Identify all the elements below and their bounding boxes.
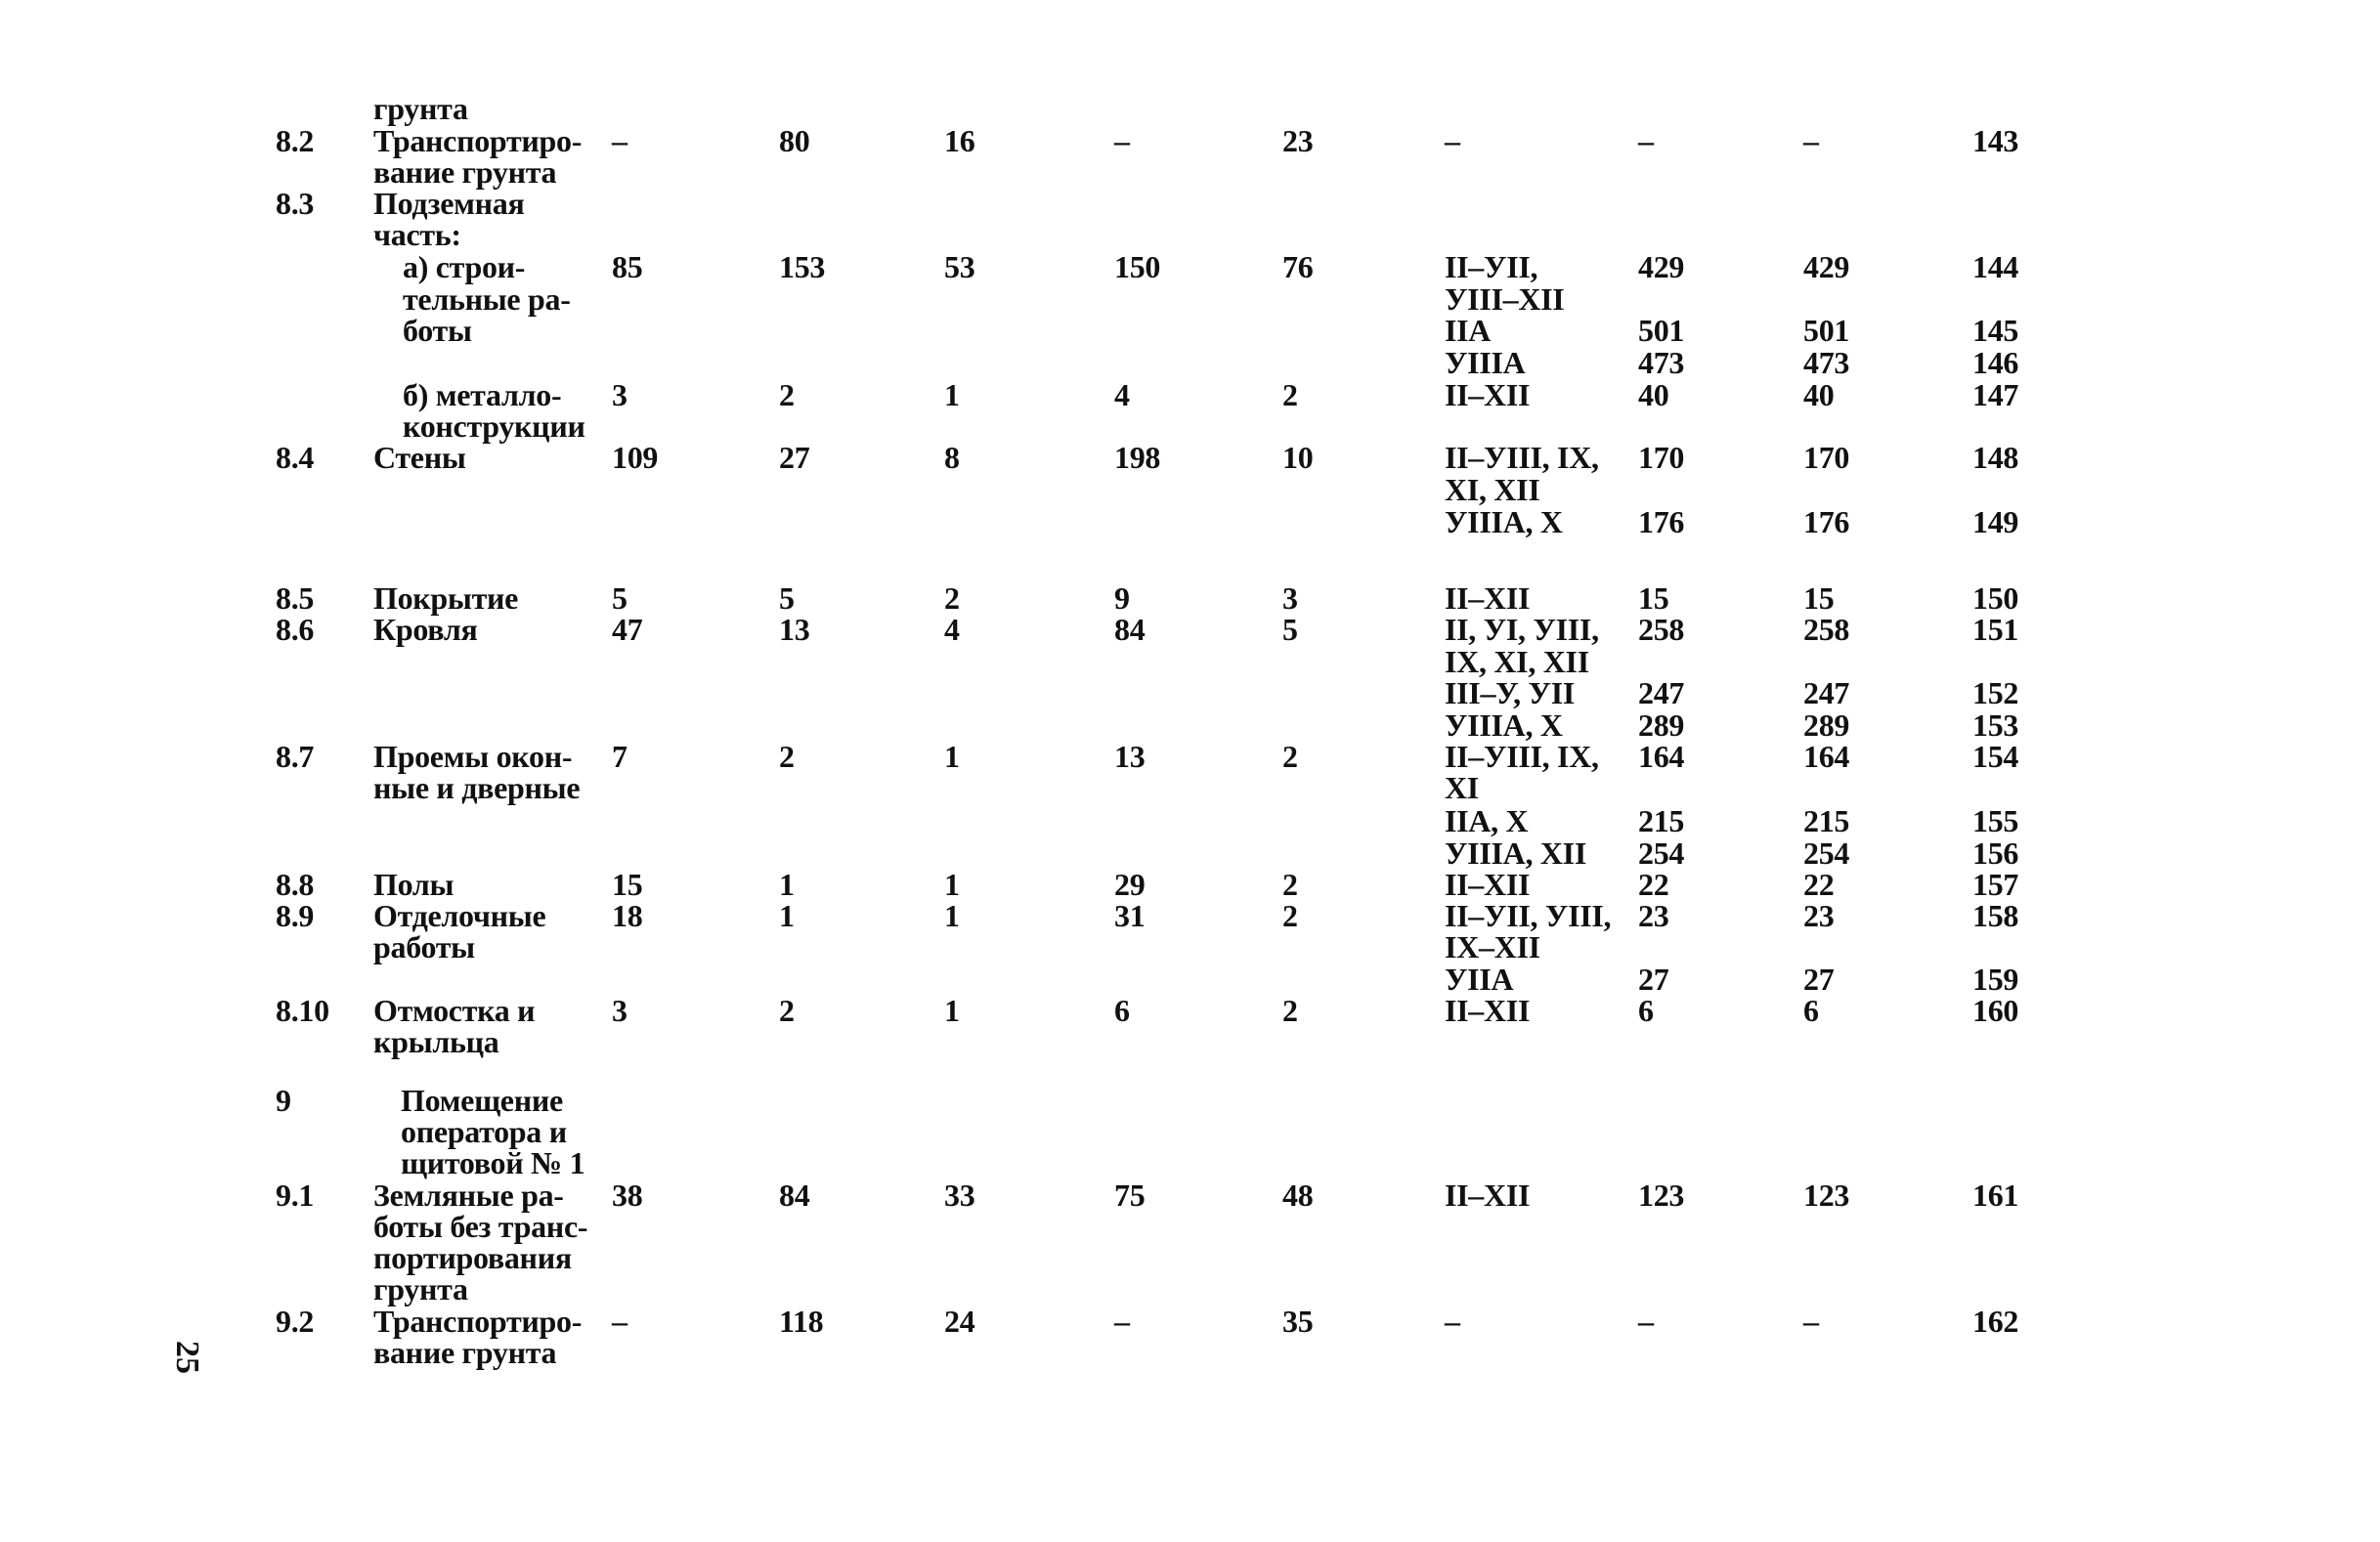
value-col-5: 10 — [1282, 440, 1314, 475]
value-col-6: – — [1638, 1304, 1654, 1339]
item-name: Транспортиро- — [373, 1304, 583, 1339]
item-name: ные и дверные — [373, 770, 581, 805]
sub-item-name: б) металло- — [403, 377, 562, 412]
value-col-4: 150 — [1114, 249, 1161, 284]
climate-zones: IIА, X — [1445, 803, 1529, 838]
value-col-3: 4 — [944, 612, 960, 647]
value-col-7: 40 — [1803, 377, 1835, 412]
item-name: работы — [373, 929, 475, 964]
item-name: Земляные ра- — [373, 1178, 564, 1213]
item-name: Отмостка и — [373, 993, 536, 1028]
value-col-1: 47 — [612, 612, 643, 647]
climate-zones: XI, XII — [1445, 472, 1540, 507]
item-name: грунта — [373, 1271, 468, 1306]
climate-zones: УIIIА, X — [1445, 707, 1563, 743]
reference-number: 150 — [1972, 580, 2019, 616]
value-col-7: 15 — [1803, 580, 1835, 616]
reference-number: 159 — [1972, 962, 2019, 997]
value-col-7: 258 — [1803, 612, 1850, 647]
value-col-6: 123 — [1638, 1178, 1685, 1213]
value-col-5: 48 — [1282, 1178, 1314, 1213]
value-col-5: 2 — [1282, 993, 1298, 1028]
climate-zones: II–XII — [1445, 1178, 1531, 1213]
item-number: 8.9 — [276, 898, 315, 933]
value-col-7: 170 — [1803, 440, 1850, 475]
climate-zones: II–XII — [1445, 867, 1531, 902]
reference-number: 155 — [1972, 803, 2019, 838]
value-col-7: 27 — [1803, 962, 1835, 997]
reference-number: 152 — [1972, 675, 2019, 710]
value-col-1: 5 — [612, 580, 627, 616]
value-col-3: 1 — [944, 898, 960, 933]
value-col-6: 164 — [1638, 739, 1685, 774]
reference-number: 160 — [1972, 993, 2019, 1028]
item-number: 8.7 — [276, 739, 315, 774]
sub-item-name: конструкции — [403, 408, 585, 444]
value-col-2: 2 — [779, 739, 795, 774]
value-col-5: 5 — [1282, 612, 1298, 647]
value-col-6: 22 — [1638, 867, 1669, 902]
value-col-6: 40 — [1638, 377, 1669, 412]
item-number: 8.8 — [276, 867, 315, 902]
item-number: 8.5 — [276, 580, 315, 616]
climate-zones: IX, XI, XII — [1445, 644, 1589, 679]
value-col-7: 6 — [1803, 993, 1819, 1028]
value-col-7: 22 — [1803, 867, 1835, 902]
value-col-4: 13 — [1114, 739, 1146, 774]
value-col-2: 1 — [779, 867, 795, 902]
value-col-3: 1 — [944, 377, 960, 412]
value-col-6: 247 — [1638, 675, 1685, 710]
value-col-2: 5 — [779, 580, 795, 616]
climate-zones: УIII–XII — [1445, 281, 1565, 317]
value-col-7: 23 — [1803, 898, 1835, 933]
item-name: Стены — [373, 440, 466, 475]
climate-zones: УIIIА — [1445, 345, 1526, 380]
climate-zones: IIА — [1445, 313, 1492, 348]
value-col-3: 33 — [944, 1178, 975, 1213]
value-col-6: 27 — [1638, 962, 1669, 997]
climate-zones: III–У, УII — [1445, 675, 1576, 710]
reference-number: 156 — [1972, 835, 2019, 871]
item-name: вание грунта — [373, 1335, 557, 1370]
value-col-6: 15 — [1638, 580, 1669, 616]
value-col-7: 429 — [1803, 249, 1850, 284]
item-name: Покрытие — [373, 580, 519, 616]
reference-number: 154 — [1972, 739, 2019, 774]
value-col-2: 118 — [779, 1304, 824, 1339]
value-col-1: 38 — [612, 1178, 643, 1213]
climate-zones: – — [1445, 123, 1460, 158]
climate-zones: II–XII — [1445, 580, 1531, 616]
value-col-5: 3 — [1282, 580, 1298, 616]
value-col-6: – — [1638, 123, 1654, 158]
value-col-3: 53 — [944, 249, 975, 284]
climate-zones: II–УIII, IX, — [1445, 440, 1599, 475]
value-col-2: 80 — [779, 123, 810, 158]
item-number: 8.2 — [276, 123, 315, 158]
value-col-3: 1 — [944, 739, 960, 774]
value-col-3: 1 — [944, 993, 960, 1028]
item-name: Полы — [373, 867, 454, 902]
item-name: Кровля — [373, 612, 478, 647]
sub-item-name: а) строи- — [403, 249, 526, 284]
reference-number: 148 — [1972, 440, 2019, 475]
value-col-6: 501 — [1638, 313, 1685, 348]
value-col-6: 473 — [1638, 345, 1685, 380]
value-col-6: 429 — [1638, 249, 1685, 284]
climate-zones: II–УII, УIII, — [1445, 898, 1612, 933]
sub-item-name: боты — [403, 313, 472, 348]
value-col-2: 84 — [779, 1178, 810, 1213]
item-name: боты без транс- — [373, 1209, 588, 1244]
value-col-3: 16 — [944, 123, 975, 158]
value-col-7: 473 — [1803, 345, 1850, 380]
section-heading: оператора и — [401, 1114, 567, 1149]
climate-zones: XI — [1445, 770, 1479, 805]
reference-number: 147 — [1972, 377, 2019, 412]
value-col-1: 15 — [612, 867, 643, 902]
item-name: вание грунта — [373, 154, 557, 190]
value-col-3: 2 — [944, 580, 960, 616]
value-col-7: 176 — [1803, 504, 1850, 539]
value-col-4: 4 — [1114, 377, 1130, 412]
reference-number: 157 — [1972, 867, 2019, 902]
value-col-6: 254 — [1638, 835, 1685, 871]
climate-zones: IX–XII — [1445, 929, 1540, 964]
value-col-7: 123 — [1803, 1178, 1850, 1213]
value-col-4: – — [1114, 1304, 1130, 1339]
item-number: 9.2 — [276, 1304, 315, 1339]
item-name: портирования — [373, 1240, 572, 1275]
item-number: 8.3 — [276, 186, 315, 221]
reference-number: 145 — [1972, 313, 2019, 348]
item-name: часть: — [373, 217, 461, 252]
item-number: 9 — [276, 1083, 291, 1118]
reference-number: 144 — [1972, 249, 2019, 284]
value-col-5: 23 — [1282, 123, 1314, 158]
value-col-7: – — [1803, 1304, 1819, 1339]
value-col-7: 215 — [1803, 803, 1850, 838]
value-col-1: 85 — [612, 249, 643, 284]
value-col-2: 27 — [779, 440, 810, 475]
climate-zones: УIIА — [1445, 962, 1514, 997]
section-heading: Помещение — [401, 1083, 563, 1118]
value-col-6: 6 — [1638, 993, 1654, 1028]
value-col-1: – — [612, 123, 627, 158]
climate-zones: II–XII — [1445, 993, 1531, 1028]
reference-number: 146 — [1972, 345, 2019, 380]
reference-number: 158 — [1972, 898, 2019, 933]
value-col-7: 289 — [1803, 707, 1850, 743]
reference-number: 149 — [1972, 504, 2019, 539]
item-number: 8.6 — [276, 612, 315, 647]
section-heading: щитовой № 1 — [401, 1145, 585, 1180]
value-col-4: 9 — [1114, 580, 1130, 616]
value-col-4: 84 — [1114, 612, 1146, 647]
value-col-2: 2 — [779, 993, 795, 1028]
value-col-3: 1 — [944, 867, 960, 902]
reference-number: 162 — [1972, 1304, 2019, 1339]
value-col-2: 153 — [779, 249, 826, 284]
reference-number: 161 — [1972, 1178, 2019, 1213]
item-name: Транспортиро- — [373, 123, 583, 158]
value-col-1: 7 — [612, 739, 627, 774]
value-col-7: 501 — [1803, 313, 1850, 348]
value-col-7: 254 — [1803, 835, 1850, 871]
reference-number: 151 — [1972, 612, 2019, 647]
page-number: 25 — [169, 1341, 205, 1374]
reference-number: 153 — [1972, 707, 2019, 743]
climate-zones: II–XII — [1445, 377, 1531, 412]
climate-zones: II–УIII, IX, — [1445, 739, 1599, 774]
value-col-6: 170 — [1638, 440, 1685, 475]
value-col-3: 8 — [944, 440, 960, 475]
value-col-5: 2 — [1282, 739, 1298, 774]
value-col-7: 247 — [1803, 675, 1850, 710]
value-col-5: 35 — [1282, 1304, 1314, 1339]
item-name: крыльца — [373, 1024, 499, 1059]
climate-zones: УIIIА, XII — [1445, 835, 1586, 871]
value-col-7: – — [1803, 123, 1819, 158]
value-col-5: 2 — [1282, 867, 1298, 902]
value-col-1: 109 — [612, 440, 659, 475]
value-col-6: 258 — [1638, 612, 1685, 647]
climate-zones: II, УI, УIII, — [1445, 612, 1599, 647]
value-col-1: 3 — [612, 993, 627, 1028]
value-col-6: 23 — [1638, 898, 1669, 933]
value-col-4: 29 — [1114, 867, 1146, 902]
value-col-5: 76 — [1282, 249, 1314, 284]
value-col-4: 198 — [1114, 440, 1161, 475]
value-col-1: 3 — [612, 377, 627, 412]
climate-zones: – — [1445, 1304, 1460, 1339]
value-col-5: 2 — [1282, 898, 1298, 933]
item-number: 9.1 — [276, 1178, 315, 1213]
value-col-4: – — [1114, 123, 1130, 158]
value-col-7: 164 — [1803, 739, 1850, 774]
value-col-2: 13 — [779, 612, 810, 647]
value-col-2: 2 — [779, 377, 795, 412]
value-col-4: 6 — [1114, 993, 1130, 1028]
value-col-4: 75 — [1114, 1178, 1146, 1213]
value-col-4: 31 — [1114, 898, 1146, 933]
value-col-5: 2 — [1282, 377, 1298, 412]
item-number: 8.4 — [276, 440, 315, 475]
value-col-6: 215 — [1638, 803, 1685, 838]
reference-number: 143 — [1972, 123, 2019, 158]
item-name: Подземная — [373, 186, 525, 221]
item-name: грунта — [373, 91, 468, 126]
value-col-1: – — [612, 1304, 627, 1339]
value-col-6: 289 — [1638, 707, 1685, 743]
item-name: Проемы окон- — [373, 739, 573, 774]
item-number: 8.10 — [276, 993, 329, 1028]
value-col-2: 1 — [779, 898, 795, 933]
value-col-1: 18 — [612, 898, 643, 933]
value-col-3: 24 — [944, 1304, 975, 1339]
value-col-6: 176 — [1638, 504, 1685, 539]
climate-zones: II–УII, — [1445, 249, 1538, 284]
sub-item-name: тельные ра- — [403, 281, 571, 317]
item-name: Отделочные — [373, 898, 546, 933]
climate-zones: УIIIА, X — [1445, 504, 1563, 539]
